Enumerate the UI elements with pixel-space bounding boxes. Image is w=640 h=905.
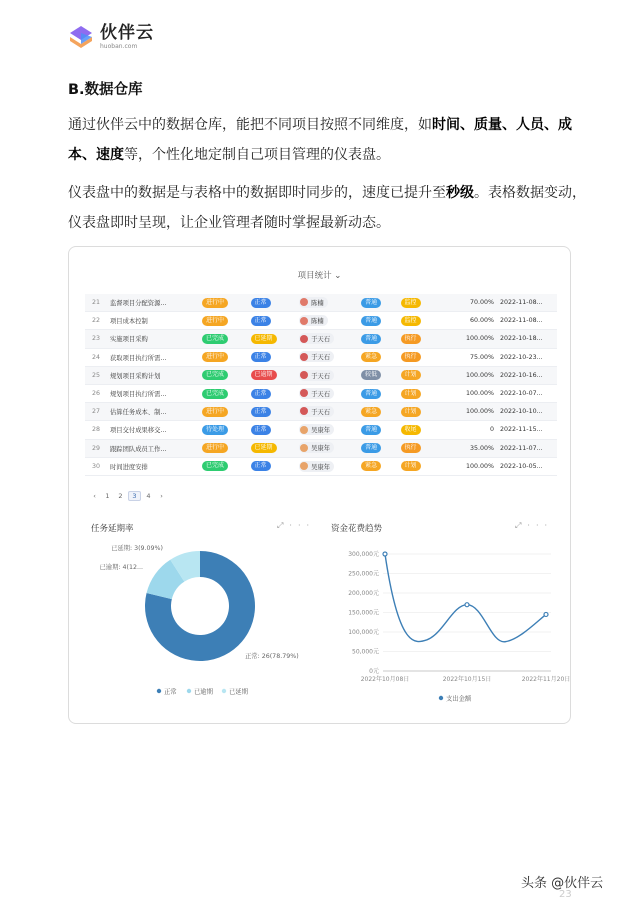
- date-value: 2022-11-15...: [497, 421, 557, 439]
- priority-badge: 普通: [361, 298, 381, 308]
- project-table: [85, 294, 557, 476]
- row-number: 25: [85, 366, 107, 384]
- assignee-name: 陈楠: [311, 318, 324, 326]
- phase-badge: 计划: [401, 370, 421, 380]
- paragraph-1: [68, 110, 588, 170]
- y-tick-label: 100,000元: [348, 629, 379, 636]
- assignee-chip: [299, 370, 334, 381]
- status-badge: 已完成: [202, 334, 228, 344]
- priority-badge: 紧急: [361, 407, 381, 417]
- priority-badge: 普通: [361, 389, 381, 399]
- task-name: 跟踪团队成员工作...: [107, 439, 199, 457]
- progress-value: 70.00%: [437, 294, 497, 312]
- donut-chart-title: 任务延期率: [91, 524, 134, 534]
- paragraph-2-bold: 秒级: [446, 185, 474, 201]
- delay-badge: 已逾期: [251, 370, 277, 380]
- avatar: [300, 444, 308, 452]
- paragraph-1-text-b: 等，个性化地定制自己项目管理的仪表盘。: [124, 147, 390, 163]
- x-tick-label: 2022年11月20日: [521, 676, 571, 683]
- brand-logo-icon: [68, 24, 94, 50]
- brand-name: 伙伴云: [100, 22, 154, 43]
- delay-badge: 正常: [251, 298, 271, 308]
- table-row[interactable]: [85, 457, 557, 475]
- date-value: 2022-10-18...: [497, 330, 557, 348]
- legend-label-1: 已逾期: [194, 688, 213, 696]
- date-value: 2022-10-23...: [497, 348, 557, 366]
- row-number: 29: [85, 439, 107, 457]
- table-row[interactable]: [85, 439, 557, 457]
- assignee-chip: [299, 424, 334, 435]
- y-tick-label: 200,000元: [348, 590, 379, 597]
- delay-badge: 正常: [251, 461, 271, 471]
- row-number: 23: [85, 330, 107, 348]
- avatar: [300, 353, 308, 361]
- assignee-name: 吴康年: [311, 463, 330, 471]
- assignee-chip: [299, 442, 334, 453]
- data-point-1[interactable]: [465, 603, 469, 607]
- brand-logo: [68, 24, 154, 50]
- date-value: 2022-10-16...: [497, 366, 557, 384]
- status-badge: 进行中: [202, 316, 228, 326]
- assignee-chip: [299, 333, 334, 344]
- page-number: 23: [559, 889, 572, 900]
- assignee-name: 吴康年: [311, 427, 330, 435]
- dashboard-title[interactable]: 项目统计 ⌄: [297, 271, 342, 281]
- avatar: [300, 371, 308, 379]
- y-tick-label: 150,000元: [348, 609, 379, 617]
- assignee-chip: [299, 297, 328, 308]
- delay-badge: 正常: [251, 425, 271, 435]
- paragraph-1-bold: 时间、质量、人员、成本、速度: [68, 117, 572, 163]
- assignee-chip: [299, 406, 334, 417]
- table-row[interactable]: [85, 384, 557, 402]
- pie-label-1: 已逾期: 4(12...: [99, 564, 143, 571]
- row-number: 28: [85, 421, 107, 439]
- table-row[interactable]: [85, 330, 557, 348]
- legend-label: 支出金额: [446, 695, 472, 703]
- priority-badge: 普通: [361, 443, 381, 453]
- brand-url: huoban.com: [100, 42, 138, 50]
- task-name: 获取项目执行所需...: [107, 348, 199, 366]
- table-row[interactable]: [85, 366, 557, 384]
- status-badge: 已完成: [202, 370, 228, 380]
- watermark: 头条 @伙伴云: [521, 876, 604, 891]
- progress-value: 100.00%: [437, 330, 497, 348]
- status-badge: 进行中: [202, 407, 228, 417]
- assignee-name: 吴康年: [311, 445, 330, 453]
- y-tick-label: 250,000元: [348, 570, 379, 578]
- task-name: 监督项目分配资源...: [107, 294, 199, 312]
- donut-expand-icon[interactable]: ⤢: [277, 521, 290, 530]
- progress-value: 0: [437, 421, 497, 439]
- row-number: 30: [85, 457, 107, 475]
- phase-badge: 执行: [401, 334, 421, 344]
- y-tick-label: 0元: [369, 668, 379, 675]
- phase-badge: 计划: [401, 407, 421, 417]
- row-number: 24: [85, 348, 107, 366]
- priority-badge: 紧急: [361, 352, 381, 362]
- progress-value: 100.00%: [437, 366, 497, 384]
- table-row[interactable]: [85, 348, 557, 366]
- status-badge: 已完成: [202, 389, 228, 399]
- line-more-icon[interactable]: ···: [527, 521, 554, 530]
- phase-badge: 计划: [401, 389, 421, 399]
- row-number: 26: [85, 384, 107, 402]
- series-line: [385, 554, 546, 642]
- assignee-name: 于天石: [311, 354, 330, 362]
- priority-badge: 紧急: [361, 461, 381, 471]
- phase-badge: 执行: [401, 443, 421, 453]
- paragraph-2: [68, 178, 588, 238]
- date-value: 2022-11-08...: [497, 312, 557, 330]
- legend-marker: [157, 689, 161, 693]
- phase-badge: 计划: [401, 461, 421, 471]
- priority-badge: 较低: [361, 370, 381, 380]
- progress-value: 100.00%: [437, 403, 497, 421]
- avatar: [300, 426, 308, 434]
- y-tick-label: 300,000元: [348, 551, 379, 558]
- row-number: 21: [85, 294, 107, 312]
- x-tick-label: 2022年10月15日: [442, 676, 492, 683]
- avatar: [300, 298, 308, 306]
- avatar: [300, 462, 308, 470]
- legend-marker: [222, 689, 226, 693]
- assignee-chip: [299, 351, 334, 362]
- assignee-chip: [299, 315, 328, 326]
- assignee-name: 于天石: [311, 372, 330, 380]
- phase-badge: 监控: [401, 316, 421, 326]
- assignee-name: 于天石: [311, 336, 330, 344]
- pie-label-0: 正常: 26(78.79%): [245, 653, 299, 660]
- donut-more-icon[interactable]: ···: [289, 521, 316, 530]
- avatar: [300, 317, 308, 325]
- row-number: 22: [85, 312, 107, 330]
- donut-chart: [79, 539, 309, 709]
- x-tick-label: 2022年10月08日: [360, 676, 410, 683]
- task-name: 规划项目执行所需...: [107, 384, 199, 402]
- priority-badge: 普通: [361, 425, 381, 435]
- pager-page-1[interactable]: 1: [105, 492, 110, 500]
- status-badge: 进行中: [202, 298, 228, 308]
- table-row[interactable]: [85, 403, 557, 421]
- legend-marker: [187, 689, 191, 693]
- delay-badge: 正常: [251, 352, 271, 362]
- table-row[interactable]: [85, 421, 557, 439]
- pager-page-3[interactable]: 3: [128, 491, 141, 501]
- assignee-name: 于天石: [311, 408, 330, 416]
- progress-value: 100.00%: [437, 384, 497, 402]
- legend-label-0: 正常: [164, 688, 177, 696]
- task-name: 项目交付成果移交...: [107, 421, 199, 439]
- delay-badge: 正常: [251, 316, 271, 326]
- delay-badge: 正常: [251, 407, 271, 417]
- assignee-name: 于天石: [311, 390, 330, 398]
- line-chart-title: 资金花费趋势: [331, 524, 383, 534]
- paragraph-1-text-a: 通过伙伴云中的数据仓库，能把不同项目按照不同维度，如: [68, 117, 432, 133]
- line-expand-icon[interactable]: ⤢: [515, 521, 528, 530]
- assignee-chip: [299, 388, 334, 399]
- delay-badge: 已延期: [251, 334, 277, 344]
- delay-badge: 已延期: [251, 443, 277, 453]
- priority-badge: 普通: [361, 316, 381, 326]
- progress-value: 60.00%: [437, 312, 497, 330]
- date-value: 2022-11-08...: [497, 294, 557, 312]
- avatar: [300, 335, 308, 343]
- progress-value: 35.00%: [437, 439, 497, 457]
- status-badge: 进行中: [202, 443, 228, 453]
- avatar: [300, 407, 308, 415]
- data-point-2[interactable]: [544, 612, 548, 616]
- priority-badge: 普通: [361, 334, 381, 344]
- status-badge: 已完成: [202, 461, 228, 471]
- pager-next-button[interactable]: ›: [160, 492, 163, 500]
- table-row[interactable]: [85, 312, 557, 330]
- date-value: 2022-10-05...: [497, 457, 557, 475]
- data-point-0[interactable]: [383, 552, 387, 556]
- y-tick-label: 50,000元: [352, 648, 379, 656]
- legend-marker: [439, 696, 443, 700]
- task-name: 估算任务成本、制...: [107, 403, 199, 421]
- line-chart: [319, 543, 571, 707]
- task-name: 规划项目采购计划: [107, 366, 199, 384]
- table-row[interactable]: [85, 294, 557, 312]
- section-title: B.数据仓库: [68, 82, 143, 98]
- legend-label-2: 已延期: [229, 688, 248, 696]
- phase-badge: 执行: [401, 352, 421, 362]
- dashboard-card: [68, 246, 571, 724]
- phase-badge: 收尾: [401, 425, 421, 435]
- progress-value: 100.00%: [437, 457, 497, 475]
- paragraph-2-text-a: 仪表盘中的数据是与表格中的数据即时同步的，速度已提升至: [68, 185, 446, 201]
- date-value: 2022-10-07...: [497, 384, 557, 402]
- avatar: [300, 389, 308, 397]
- assignee-chip: [299, 461, 334, 472]
- progress-value: 75.00%: [437, 348, 497, 366]
- phase-badge: 监控: [401, 298, 421, 308]
- pager-page-2[interactable]: 2: [118, 492, 123, 500]
- pager-page-4[interactable]: 4: [146, 492, 151, 500]
- date-value: 2022-11-07...: [497, 439, 557, 457]
- status-badge: 待处理: [202, 425, 228, 435]
- row-number: 27: [85, 403, 107, 421]
- task-name: 项目成本控制: [107, 312, 199, 330]
- status-badge: 进行中: [202, 352, 228, 362]
- pagination: [89, 491, 169, 501]
- task-name: 时间进度安排: [107, 457, 199, 475]
- date-value: 2022-10-10...: [497, 403, 557, 421]
- pager-prev-button[interactable]: ‹: [93, 492, 96, 500]
- pie-label-2: 已延期: 3(9.09%): [111, 545, 163, 552]
- delay-badge: 正常: [251, 389, 271, 399]
- assignee-name: 陈楠: [311, 299, 324, 307]
- paragraph-2-text-b: 。表格数据变动，仪表盘即时呈现，让企业管理者随时掌握最新动态。: [68, 185, 586, 231]
- task-name: 实施项目采购: [107, 330, 199, 348]
